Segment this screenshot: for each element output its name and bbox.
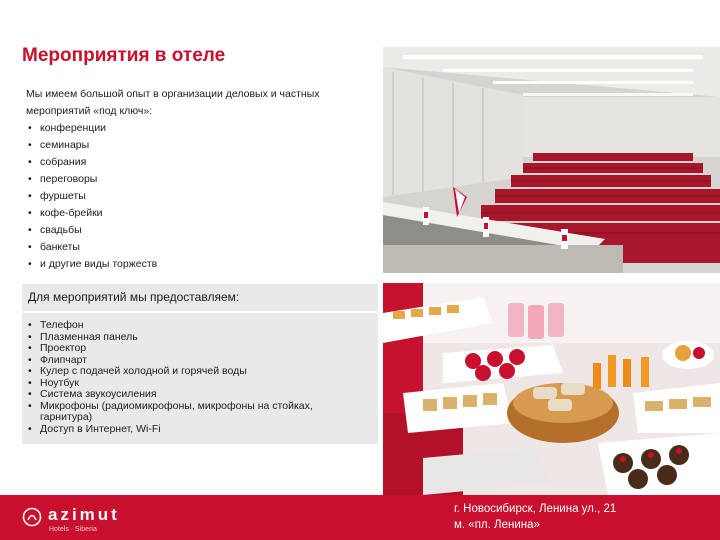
divider — [22, 311, 378, 313]
list-item: • Проектор — [28, 343, 348, 355]
services-heading: Для мероприятий мы предоставляем: — [28, 290, 240, 304]
intro-block — [26, 86, 366, 273]
logo-text: azimut — [48, 505, 120, 524]
list-item: • Доступ в Интернет, Wi-Fi — [28, 424, 348, 436]
list-item: • Флипчарт — [28, 355, 348, 367]
list-item: • Система звукоусиления — [28, 389, 348, 401]
list-item: • банкеты — [26, 239, 366, 256]
list-item: • Ноутбук — [28, 378, 348, 390]
services-panel — [22, 284, 378, 444]
services-list — [28, 320, 348, 435]
list-item: • конференции — [26, 120, 366, 137]
buffet-photo — [383, 283, 720, 495]
conference-hall-photo — [383, 47, 720, 273]
metro-line: м. «пл. Ленина» — [454, 519, 540, 531]
list-item: • свадьбы — [26, 222, 366, 239]
list-item: • Микрофоны (радиомикрофоны, микрофоны на стойках, гарнитура) — [28, 401, 348, 424]
page-title: Мероприятия в отеле — [22, 45, 226, 66]
list-item: • и другие виды торжеств — [26, 256, 366, 273]
list-item: • Кулер с подачей холодной и горячей воды — [28, 366, 348, 378]
list-item: • кофе-брейки — [26, 205, 366, 222]
footer-bar — [0, 495, 720, 540]
list-item: • собрания — [26, 154, 366, 171]
address-line: г. Новосибирск, Ленина ул., 21 — [454, 503, 617, 515]
list-item: • переговоры — [26, 171, 366, 188]
list-item: • Телефон — [28, 320, 348, 332]
logo-subtext: Hotels · Siberia — [49, 526, 97, 533]
list-item: • семинары — [26, 137, 366, 154]
azimut-logo-icon — [22, 507, 42, 527]
hotel-address — [454, 501, 616, 533]
list-item: • фуршеты — [26, 188, 366, 205]
list-item: • Плазменная панель — [28, 332, 348, 344]
intro-text: Мы имеем большой опыт в организации деловых и частных мероприятий «под ключ»: — [26, 88, 320, 117]
event-types-list — [26, 120, 366, 273]
